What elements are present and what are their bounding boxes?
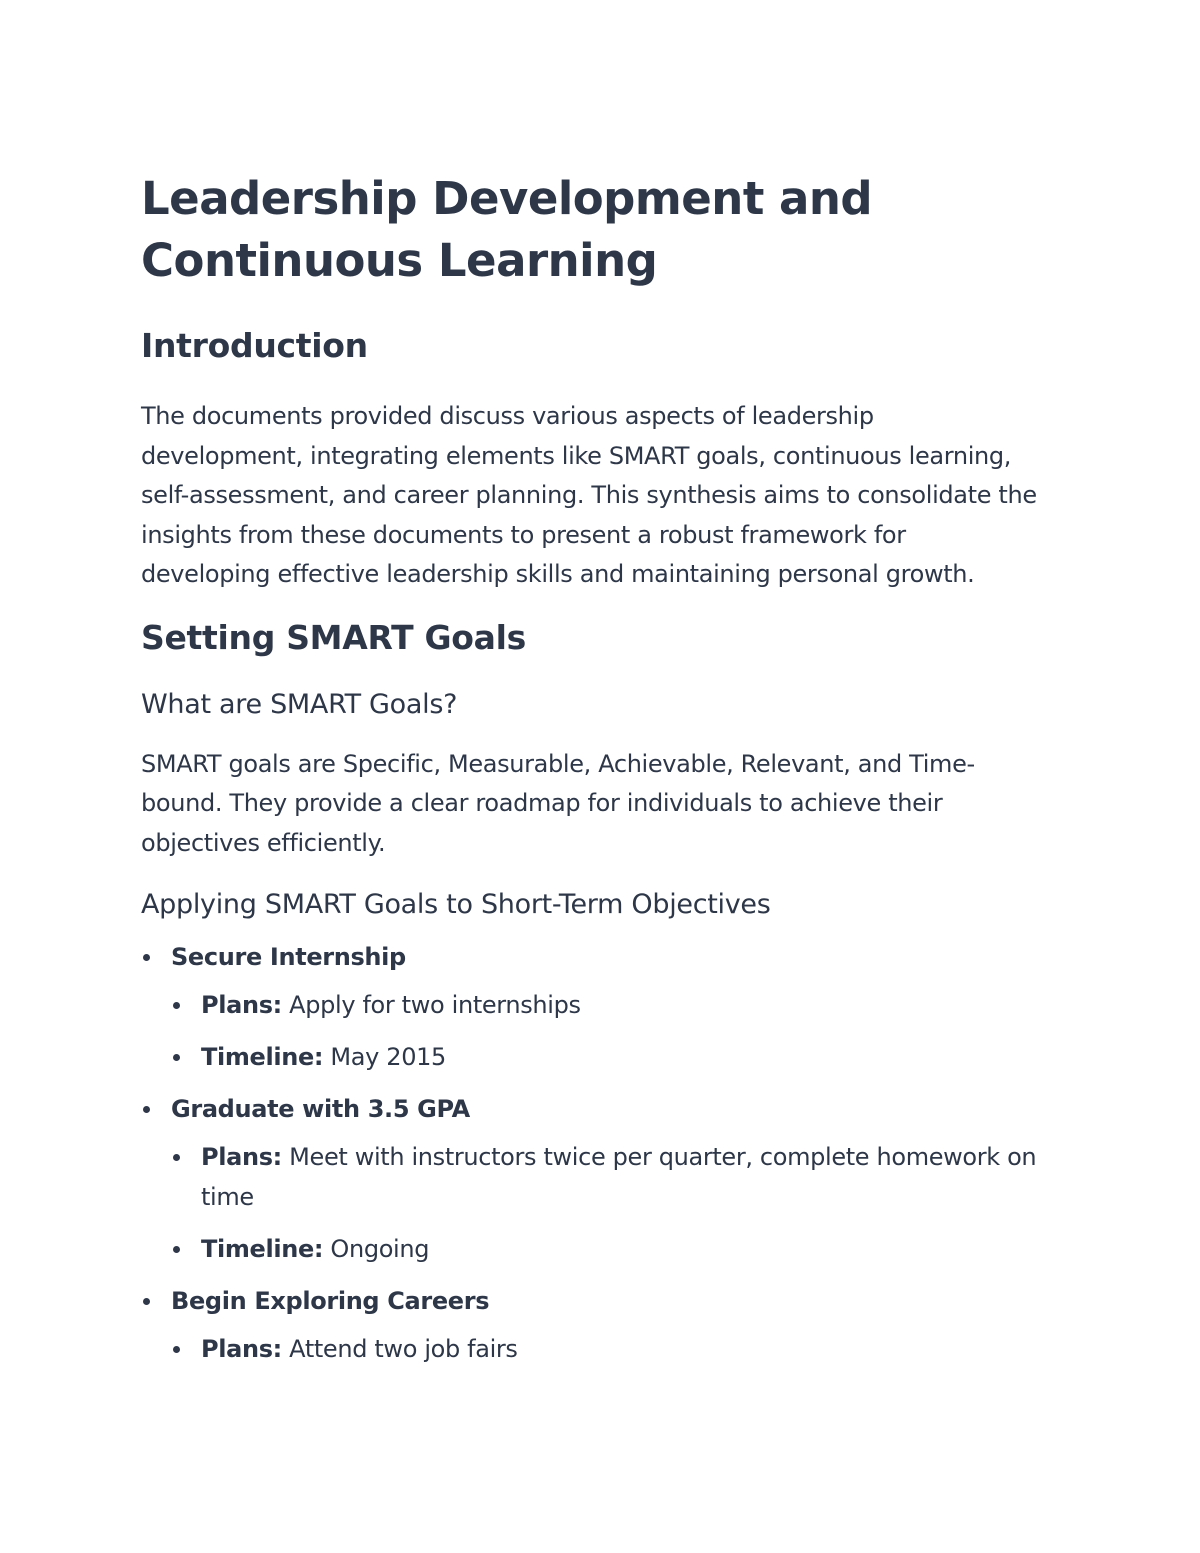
detail-value: Meet with instructors twice per quarter, complete homework on time bbox=[201, 1143, 1037, 1211]
bullet-icon bbox=[173, 1246, 180, 1253]
goal-item bbox=[141, 1089, 1041, 1269]
detail-key: Plans: bbox=[201, 991, 282, 1019]
goal-detail-item bbox=[171, 1137, 1041, 1217]
document-title: Leadership Development and Continuous Learning bbox=[141, 172, 873, 287]
goal-detail-item bbox=[171, 985, 1041, 1025]
introduction-paragraph: The documents provided discuss various aspects of leadership development, integrating elements like SMART goals, continuous learning, self-assessment, and career planning. This synthesis aims to consolidate the insights from these documents to present a robust framework for developing effective leadership skills and maintaining personal growth. bbox=[141, 402, 1037, 588]
smart-goals-heading: Setting SMART Goals bbox=[141, 617, 526, 657]
smart-goals-definition-paragraph: SMART goals are Specific, Measurable, Achievable, Relevant, and Time-bound. They provide a clear roadmap for individuals to achieve their objectives efficiently. bbox=[141, 749, 975, 857]
goal-detail-item bbox=[171, 1229, 1041, 1269]
goal-details-list bbox=[141, 985, 1041, 1077]
goal-details-list bbox=[141, 1137, 1041, 1269]
bullet-icon bbox=[173, 1154, 180, 1161]
detail-value: Apply for two internships bbox=[281, 991, 581, 1019]
detail-key: Timeline: bbox=[201, 1235, 324, 1263]
introduction-heading: Introduction bbox=[141, 326, 368, 365]
detail-value: Attend two job fairs bbox=[281, 1335, 518, 1363]
what-are-smart-goals-heading: What are SMART Goals? bbox=[141, 688, 458, 720]
document-page bbox=[141, 168, 1041, 1381]
bullet-icon bbox=[143, 1106, 150, 1113]
bullet-icon bbox=[143, 954, 150, 961]
goal-item bbox=[141, 937, 1041, 1077]
bullet-icon bbox=[173, 1002, 180, 1009]
goal-item bbox=[141, 1281, 1041, 1369]
detail-value: Ongoing bbox=[323, 1235, 430, 1263]
bullet-icon bbox=[173, 1054, 180, 1061]
bullet-icon bbox=[143, 1298, 150, 1305]
detail-key: Plans: bbox=[201, 1143, 282, 1171]
goal-detail-item bbox=[171, 1329, 1041, 1369]
detail-value: May 2015 bbox=[323, 1043, 446, 1071]
goal-detail-item bbox=[171, 1037, 1041, 1077]
goal-details-list bbox=[141, 1329, 1041, 1369]
detail-key: Plans: bbox=[201, 1335, 282, 1363]
goal-title: Begin Exploring Careers bbox=[171, 1287, 490, 1315]
goals-list bbox=[141, 937, 1041, 1369]
applying-smart-goals-heading: Applying SMART Goals to Short-Term Objectives bbox=[141, 889, 771, 920]
detail-key: Timeline: bbox=[201, 1043, 324, 1071]
bullet-icon bbox=[173, 1346, 180, 1353]
goal-title: Secure Internship bbox=[171, 943, 406, 971]
goal-title: Graduate with 3.5 GPA bbox=[171, 1095, 470, 1123]
